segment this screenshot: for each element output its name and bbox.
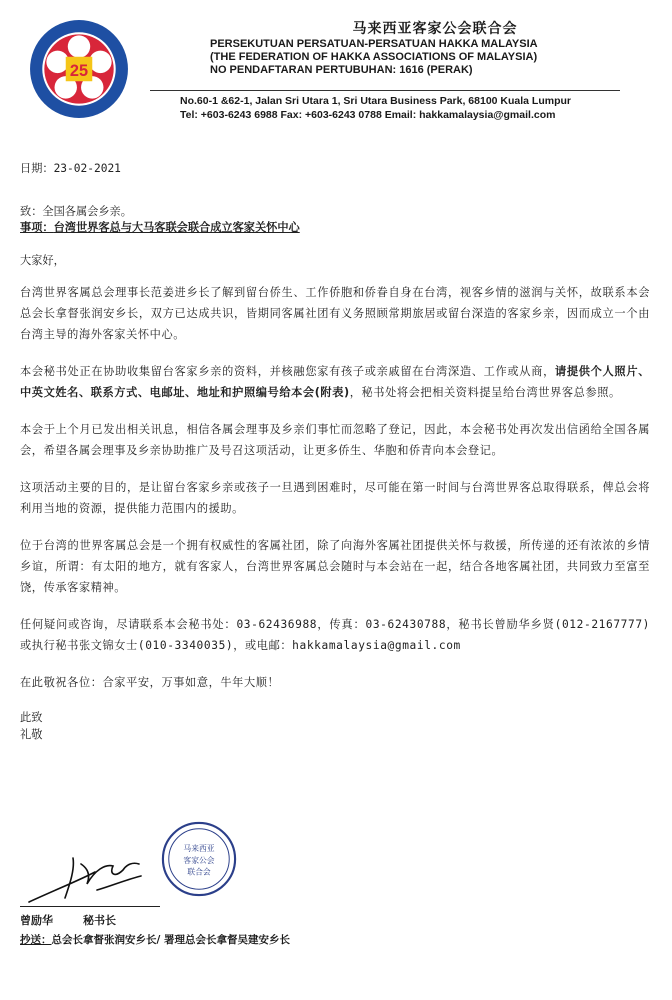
paragraph-1: 台湾世界客属总会理事长范姜进乡长了解到留台侨生、工作侨胞和侨眷自身在台湾，视客乡情的滋润与关怀，故联系本会总会长拿督张润安乡长，双方已达成共识，皆期同客属社团有义务照顾常期旅居或留台深造的客家乡亲，因而成立一个由台湾主导的海外客家关怀中心。 xyxy=(20,286,650,341)
letter-date: 日期：23-02-2021 xyxy=(20,162,121,175)
paragraph-4: 这项活动主要的目的，是让留台客家乡亲或孩子一旦遇到困难时，尽可能在第一时间与台湾世界客总取得联系，俾总会将利用当地的资源，提供能力范围内的援助。 xyxy=(20,481,650,515)
org-registration: NO PENDAFTARAN PERTUBUHAN: 1616 (PERAK) xyxy=(210,64,473,76)
paragraph-5: 位于台湾的世界客属总会是一个拥有权威性的客属社团，除了向海外客属社团提供关怀与救援，所传递的还有浓浓的乡情乡谊，所谓：有太阳的地方，就有客家人，台湾世界客属总会随时与本会站在一起，结合各地客属社团，共同致力至富至饶，传承客家精神。 xyxy=(20,539,650,594)
closing-1: 此致 xyxy=(20,711,43,724)
org-name-malay: PERSEKUTUAN PERSATUAN-PERSATUAN HAKKA MALAYSIA xyxy=(210,38,538,50)
paragraph-2-bold: 请提供个人照片、中英文姓名、联系方式、电邮址、地址和护照编号给本会(附表) xyxy=(20,365,650,399)
svg-text:客家公会: 客家公会 xyxy=(183,855,215,865)
paragraph-3: 本会于上个月已发出相关讯息，相信各属会理事及乡亲们事忙而忽略了登记，因此，本会秘书处再次发出信函给全国各属会，希望各属会理事及乡亲协助推广及号召这项活动，让更多侨生、华胞和侨青向本会登记。 xyxy=(20,423,650,457)
letter-body xyxy=(20,160,650,743)
org-name-english: (THE FEDERATION OF HAKKA ASSOCIATIONS OF MALAYSIA) xyxy=(210,51,538,63)
closing-2: 礼敬 xyxy=(20,728,43,741)
letter-greeting: 大家好， xyxy=(20,254,65,267)
org-name-block xyxy=(150,18,650,77)
letter-recipient: 致：全国各属会乡亲。 xyxy=(20,205,132,218)
letter-subject xyxy=(20,220,650,236)
org-address-block xyxy=(180,94,650,122)
paragraph-2-intro: 本会秘书处正在协助收集留台客家乡亲的资料，并核融您家有孩子或亲戚留在台湾深造、工作或从商， xyxy=(20,365,555,378)
paragraph-2-end: ，秘书处将会把相关资料提呈给台湾世界客总参照。 xyxy=(349,386,621,399)
cc-text: 总会长拿督张润安乡长/ 署理总会长拿督吴建安乡长 xyxy=(51,934,290,946)
signer-block xyxy=(20,912,116,928)
paragraph-2 xyxy=(20,361,650,403)
letterhead-divider xyxy=(150,90,620,91)
signer-name: 曾励华 xyxy=(20,914,53,927)
cc-label: 抄送： xyxy=(20,934,52,946)
signer-role: 秘书长 xyxy=(83,914,116,927)
svg-text:25: 25 xyxy=(69,62,89,81)
org-address: No.60-1 &62-1, Jalan Sri Utara 1, Sri Utara Business Park, 68100 Kuala Lumpur xyxy=(180,95,572,107)
signature-line xyxy=(20,906,160,907)
letterhead xyxy=(0,0,672,135)
svg-text:马来西亚: 马来西亚 xyxy=(183,844,215,854)
paragraph-6: 任何疑问或咨询，尽请联系本会秘书处：03-62436988，传真：03-62430788，秘书长曾励华乡贤(012-2167777)或执行秘书张文锦女士(010-3340035)，或电邮：hakkamalaysia@gmail.com xyxy=(20,618,650,652)
subject-text: 台湾世界客总与大马客联会联合成立客家关怀中心 xyxy=(53,221,300,234)
signature-area xyxy=(20,820,650,1000)
carbon-copy-line xyxy=(20,932,290,947)
handwritten-signature xyxy=(25,850,145,910)
svg-text:联合会: 联合会 xyxy=(187,867,211,877)
subject-label: 事项： xyxy=(20,221,54,234)
official-stamp xyxy=(160,820,238,898)
org-name-chinese: 马来西亚客家公会联合会 xyxy=(352,21,518,37)
paragraph-7: 在此敬祝各位：合家平安，万事如意，牛年大顺！ xyxy=(20,676,280,689)
federation-logo xyxy=(28,18,130,120)
org-contact: Tel: +603-6243 6988 Fax: +603-6243 0788 Email: hakkamalaysia@gmail.com xyxy=(180,109,556,121)
